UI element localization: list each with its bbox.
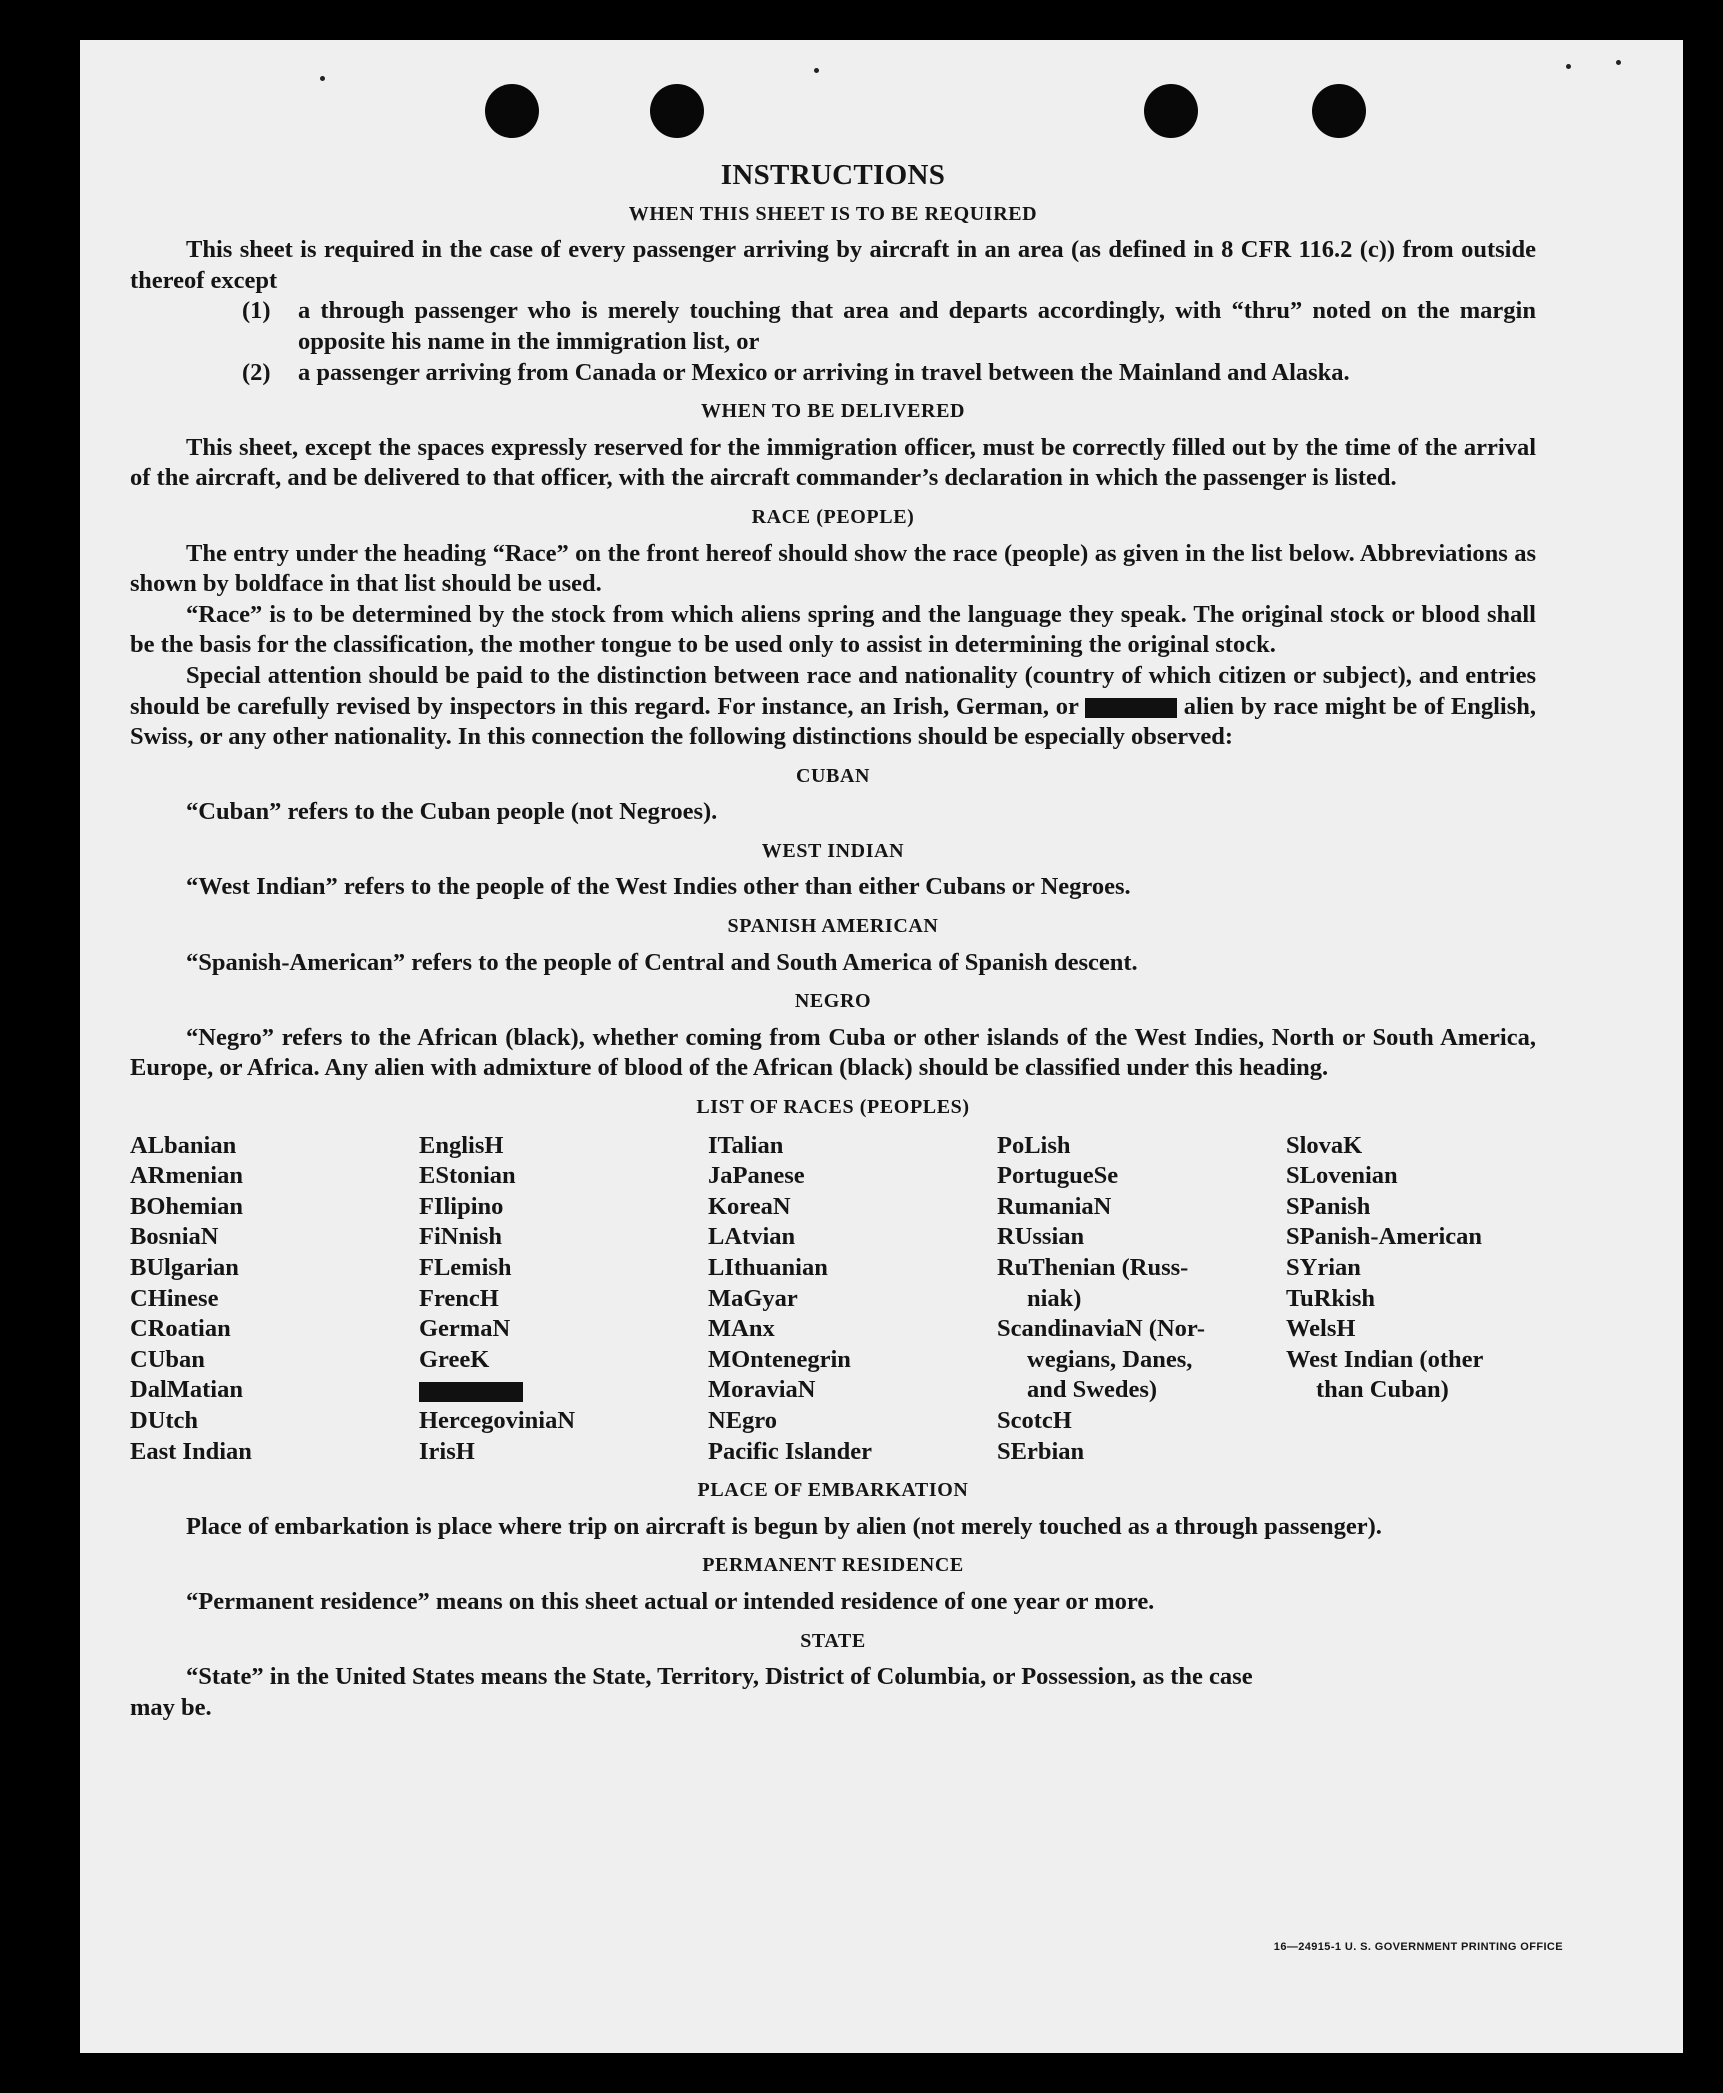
race-entry: MOntenegrin <box>708 1345 851 1373</box>
exception-text: a through passenger who is merely touching that area and departs accordingly, with “thru” noted on the margin opposite his name in the immigration list, or <box>298 297 1536 355</box>
page-title: INSTRUCTIONS <box>720 159 946 191</box>
race-entry: DalMatian <box>130 1376 243 1404</box>
exception-text: a passenger arriving from Canada or Mexico or arriving in travel between the Mainland and Alaska. <box>298 358 1350 386</box>
race-entry: FLemish <box>419 1254 512 1281</box>
heading-cuban: CUBAN <box>795 764 871 787</box>
race-entry: FrencH <box>419 1284 499 1312</box>
race-entry-continued: wegians, Danes, <box>1027 1345 1193 1373</box>
speck <box>1566 64 1571 69</box>
races-column <box>419 1131 708 1468</box>
race-entry-continued: and Swedes) <box>1027 1376 1158 1404</box>
race-p1-text: The entry under the heading “Race” on the front hereof should show the race (people) as given in the list below. Abbreviations as shown by <box>130 539 1536 598</box>
race-entry: ARmenian <box>130 1162 243 1190</box>
race-entry: BosniaN <box>130 1223 219 1251</box>
heading-required: WHEN THIS SHEET IS TO BE REQUIRED <box>628 202 1038 225</box>
race-entry: RumaniaN <box>997 1192 1112 1220</box>
race-entry: PortugueSe <box>997 1162 1119 1190</box>
race-entry: PoLish <box>997 1131 1071 1159</box>
heading-west-indian: WEST INDIAN <box>761 839 905 862</box>
race-entry-continued: niak) <box>1027 1284 1082 1312</box>
exception-number: (1) <box>242 297 271 325</box>
exception-number: (2) <box>242 358 271 386</box>
race-entry: MoraviaN <box>708 1376 816 1404</box>
race-entry: IrisH <box>419 1437 475 1465</box>
race-entry: SPanish-American <box>1286 1223 1482 1251</box>
heading-negro: NEGRO <box>794 990 872 1013</box>
race-entry: FIlipino <box>419 1192 504 1220</box>
heading-race: RACE (PEOPLE) <box>751 505 915 528</box>
race-entry: RUssian <box>997 1223 1085 1251</box>
race-entry: WelsH <box>1286 1315 1356 1343</box>
races-column <box>708 1131 997 1468</box>
race-entry: SErbian <box>997 1437 1085 1465</box>
race-entry-redacted <box>419 1375 708 1406</box>
race-entry: GermaN <box>419 1315 511 1343</box>
race-entry: LAtvian <box>708 1223 796 1251</box>
race-entry: ITalian <box>708 1131 784 1159</box>
race-entry: EnglisH <box>419 1131 504 1159</box>
race-entry: CRoatian <box>130 1315 231 1343</box>
speck <box>320 76 325 81</box>
race-entry: SlovaK <box>1286 1131 1363 1159</box>
race-p3-text: Special attention should be paid to the distinction between race and nationality (country of which citizen or subject), and entries should be carefully revised by inspectors in this regard. For instance, an Irish, German, or <box>130 661 1536 720</box>
race-entry: ScotcH <box>997 1406 1072 1434</box>
race-entry-continued: than Cuban) <box>1316 1376 1449 1404</box>
race-entry: JaPanese <box>708 1162 805 1190</box>
heading-list-of-races: LIST OF RACES (PEOPLES) <box>696 1096 970 1119</box>
races-list <box>130 1131 1536 1468</box>
race-entry: HercegoviniaN <box>419 1406 576 1434</box>
required-intro-except: except <box>210 266 278 294</box>
race-entry: ALbanian <box>130 1131 237 1159</box>
race-entry: MaGyar <box>708 1284 798 1312</box>
race-entry: EStonian <box>419 1162 516 1190</box>
document-sheet <box>80 40 1683 2053</box>
speck <box>1616 60 1621 65</box>
race-p1-text-end: in that list should be used. <box>323 570 602 598</box>
race-p1-boldface: boldface <box>234 570 324 598</box>
residence-text: “Permanent residence” means on this sheet actual or intended residence of one year or more. <box>186 1587 1155 1615</box>
race-entry: Pacific Islander <box>708 1437 872 1465</box>
race-entry: SYrian <box>1286 1254 1361 1281</box>
race-entry: TuRkish <box>1286 1284 1376 1312</box>
race-entry: NEgro <box>708 1406 777 1434</box>
heading-delivered: WHEN TO BE DELIVERED <box>700 400 966 423</box>
race-entry: CUban <box>130 1345 205 1373</box>
redaction-mark <box>419 1382 523 1402</box>
exception-item <box>242 358 1536 389</box>
heading-spanish-american: SPANISH AMERICAN <box>727 915 939 938</box>
race-entry: MAnx <box>708 1315 775 1343</box>
races-column <box>130 1131 419 1468</box>
printing-office-code: 16—24915-1 U. S. GOVERNMENT PRINTING OFFICE <box>1273 1941 1563 1953</box>
west-indian-text: “West Indian” refers to the people of the West Indies other than either Cubans or Negroes. <box>186 873 1131 901</box>
races-column <box>997 1131 1286 1468</box>
state-text: “State” in the United States means the State, Territory, District of Columbia, or Possession, as the case <box>186 1663 1253 1691</box>
required-intro <box>130 235 1536 296</box>
race-paragraph-2: “Race” is to be determined by the stock from which aliens spring and the language they speak. The original stock or blood shall be the basis for the classification, the mother tongue to be used only to assist in determining the original stock. <box>130 600 1536 659</box>
instructions-content <box>130 160 1536 1723</box>
race-p3-text-end: alien by race might be of English, Swiss, or any other nationality. In this connection the following distinctions should be especially observed: <box>130 692 1536 751</box>
punch-hole <box>1144 84 1198 138</box>
heading-residence: PERMANENT RESIDENCE <box>702 1554 964 1577</box>
race-entry: SLovenian <box>1286 1162 1398 1190</box>
delivered-text: This sheet, except the spaces expressly reserved for the immigration officer, must be correctly filled out by the time of the arrival of the aircraft, and be delivered to that officer, with the aircraft commander’s declaration in which the passenger is listed. <box>130 433 1536 492</box>
races-column <box>1286 1131 1536 1468</box>
heading-state: STATE <box>800 1629 866 1652</box>
race-entry: West Indian (other <box>1286 1345 1484 1373</box>
race-paragraph-1 <box>130 539 1536 600</box>
speck <box>814 68 819 73</box>
race-entry: DUtch <box>130 1406 199 1434</box>
heading-embarkation: PLACE OF EMBARKATION <box>697 1479 969 1502</box>
race-entry: LIthuanian <box>708 1254 828 1281</box>
race-paragraph-3 <box>130 661 1536 753</box>
punch-hole <box>650 84 704 138</box>
redaction-mark <box>1085 698 1177 718</box>
race-entry: CHinese <box>130 1284 219 1312</box>
race-entry: BOhemian <box>130 1192 243 1220</box>
required-intro-text: This sheet is required in the case of every passenger arriving by aircraft in an area (as defined in 8 CFR 116.2 (c)) from outside thereof <box>130 236 1536 294</box>
exception-item <box>242 296 1536 357</box>
race-entry: SPanish <box>1286 1192 1371 1220</box>
race-entry: GreeK <box>419 1345 490 1373</box>
race-entry: FiNnish <box>419 1223 503 1251</box>
negro-text: “Negro” refers to the African (black), whether coming from Cuba or other islands of the West Indies, North or South America, Europe, or Africa. Any alien with admixture of blood of the African (black) should be classified under this heading. <box>130 1023 1536 1082</box>
race-entry: KoreaN <box>708 1192 791 1220</box>
race-entry: ScandinaviaN (Nor- <box>997 1315 1206 1343</box>
race-entry: BUlgarian <box>130 1254 239 1281</box>
cuban-text: “Cuban” refers to the Cuban people (not Negroes). <box>186 798 718 826</box>
embarkation-text: Place of embarkation is place where trip on aircraft is begun by alien (not merely touched as a through passenger). <box>186 1512 1382 1540</box>
punch-hole <box>1312 84 1366 138</box>
state-text-end: may be. <box>130 1693 212 1721</box>
race-entry: East Indian <box>130 1437 252 1465</box>
punch-hole <box>485 84 539 138</box>
spanish-american-text: “Spanish-American” refers to the people of Central and South America of Spanish descent. <box>186 948 1138 976</box>
race-entry: RuThenian (Russ- <box>997 1254 1189 1281</box>
